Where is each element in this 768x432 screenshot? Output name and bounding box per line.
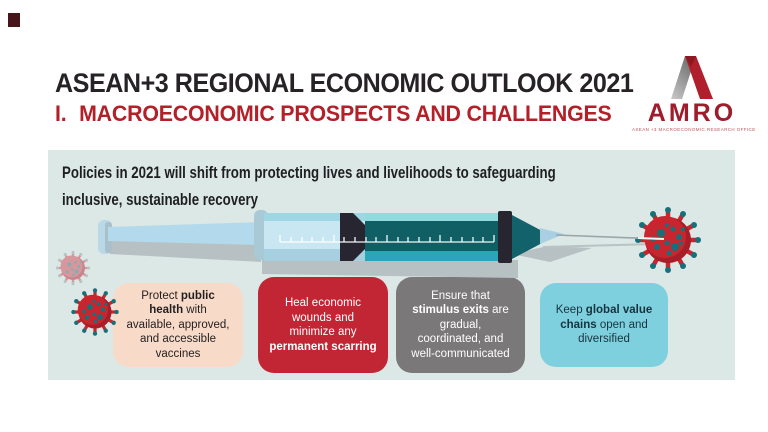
syringe-plunger [98,220,261,254]
syringe-liquid [365,213,498,261]
needle-icon [556,235,664,239]
panel-heading-line2: inclusive, sustainable recovery [62,190,259,209]
amro-wordmark: AMRO [647,99,737,127]
syringe-barrel [264,213,512,261]
card-heal-economic-wounds [258,277,388,373]
card-global-value-chains [540,283,668,367]
card-protect-public-health [113,283,243,367]
panel-heading [62,159,733,213]
amro-chevron-icon [668,53,716,99]
syringe-endcap [498,211,512,263]
section-title-text: MACROECONOMIC PROSPECTS AND CHALLENGES [79,101,612,126]
section-title [55,101,612,127]
card-text: Keep global value chains open and diversified [555,304,653,346]
card-text: Protect public health with available, approved, and accessible vaccines [126,289,230,360]
page-title: ASEAN+3 REGIONAL ECONOMIC OUTLOOK 2021 [55,68,634,98]
syringe-seal [340,213,365,261]
syringe-nozzle [512,215,544,259]
corner-mark [8,13,20,27]
virus-icon-large [635,207,701,273]
card-text: Heal economic wounds and minimize any permanent scarring [269,297,377,353]
amro-logo [632,53,756,132]
card-text: Ensure that stimulus exits are gradual, coordinated, and well-communicated [411,289,510,360]
card-stimulus-exits [396,277,525,373]
section-numeral: I. [55,101,67,126]
amro-tagline: ASEAN +3 MACROECONOMIC RESEARCH OFFICE [632,127,756,132]
key-messages-panel [48,150,735,380]
panel-heading-line1: Policies in 2021 will shift from protecting lives and livelihoods to safeguarding [62,163,556,182]
syringe-flange [254,210,268,260]
syringe-scale [280,235,494,242]
virus-icon-faded [56,251,90,285]
syringe-hub [540,228,564,244]
syringe-shadow [110,238,656,278]
virus-icon-small [71,288,119,336]
